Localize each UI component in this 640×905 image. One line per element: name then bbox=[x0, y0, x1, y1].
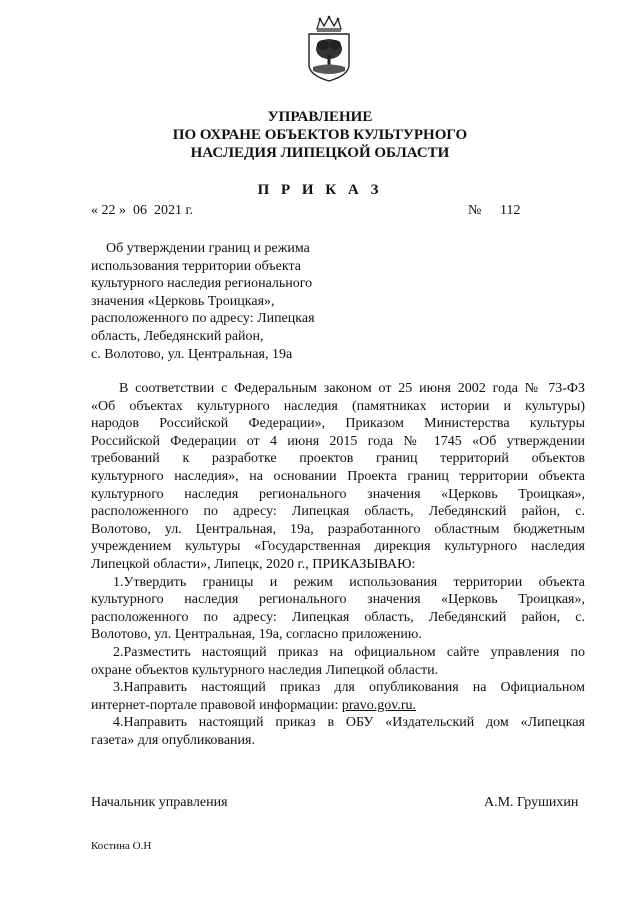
body-line bbox=[91, 697, 585, 715]
signatory-name: А.М. Грушихин bbox=[484, 795, 579, 810]
subject-line: значения «Церковь Троицкая», bbox=[91, 293, 275, 309]
body-line: культурного наследия регионального значения «Церковь Троицкая», bbox=[91, 486, 585, 502]
org-name-line-1: УПРАВЛЕНИЕ bbox=[267, 109, 373, 125]
subject-line: Об утверждении границ и режима bbox=[106, 241, 310, 256]
body-line: расположенного по адресу: Липецкая область, Лебедянский район, с. bbox=[91, 609, 585, 625]
body-line: «Об объектах культурного наследия (памятниках истории и культуры) bbox=[91, 398, 585, 414]
document-subject bbox=[91, 240, 351, 363]
body-line: народов Российской Федерации», Приказом Министерства культуры bbox=[91, 416, 585, 432]
document-type-title: П Р И К А З bbox=[257, 182, 383, 198]
subject-line: область, Лебедянский район, bbox=[91, 328, 264, 344]
order-item-3: 3.Направить настоящий приказ для опубликования на Официальном bbox=[113, 680, 585, 696]
body-line: Волотово, ул. Центральная, 19а, разработанного областным бюджетным bbox=[91, 521, 585, 537]
body-line: охране объектов культурного наследия Липецкой области. bbox=[91, 662, 439, 678]
order-item-1: 1.Утвердить границы и режим использования территории объекта bbox=[113, 574, 585, 590]
subject-line: с. Волотово, ул. Центральная, 19а bbox=[91, 346, 293, 362]
org-name-line-2: ПО ОХРАНЕ ОБЪЕКТОВ КУЛЬТУРНОГО bbox=[172, 127, 468, 143]
coat-of-arms-icon bbox=[303, 15, 355, 83]
body-line: культурного наследия», на основании Проекта границ территории объекта bbox=[91, 468, 585, 484]
body-line: требований к разработке проектов границ территорий объектов bbox=[91, 451, 585, 467]
document-number-label: № bbox=[468, 203, 482, 218]
subject-line: культурного наследия регионального bbox=[91, 276, 313, 292]
order-item-2: 2.Разместить настоящий приказ на официальном сайте управления по bbox=[113, 644, 585, 660]
order-item-4: 4.Направить настоящий приказ в ОБУ «Издательский дом «Липецкая bbox=[113, 715, 585, 731]
subject-line: расположенного по адресу: Липецкая bbox=[91, 311, 315, 327]
document-body bbox=[91, 380, 585, 749]
body-line: Российской Федерации от 4 июня 2015 года № 1745 «Об утверждении bbox=[91, 433, 585, 449]
body-line: газета» для опубликования. bbox=[91, 732, 255, 748]
body-line: Волотово, ул. Центральная, 19а, согласно приложению. bbox=[91, 627, 422, 643]
document-number: 112 bbox=[500, 203, 521, 218]
document-date: « 22 » 06 2021 г. bbox=[91, 203, 194, 218]
body-line: В соответствии с Федеральным законом от 25 июня 2002 года № 73-ФЗ bbox=[119, 381, 585, 396]
body-line: расположенного по адресу: Липецкая область, Лебедянский район, с. bbox=[91, 504, 585, 520]
org-name-line-3: НАСЛЕДИЯ ЛИПЕЦКОЙ ОБЛАСТИ bbox=[190, 145, 450, 161]
subject-line: использования территории объекта bbox=[91, 258, 301, 274]
body-line: культурного наследия регионального значения «Церковь Троицкая», bbox=[91, 592, 585, 608]
signatory-position: Начальник управления bbox=[91, 795, 228, 810]
body-line: Липецкой области», Липецк, 2020 г., ПРИКАЗЫВАЮ: bbox=[91, 556, 416, 572]
pravo-portal-link[interactable]: pravo.gov.ru. bbox=[341, 697, 416, 713]
body-line-text: интернет-портале правовой информации: bbox=[91, 697, 342, 713]
body-line: учреждением культуры «Государственная дирекция культурного наследия bbox=[91, 539, 585, 555]
executor-name: Костина О.Н bbox=[91, 840, 152, 852]
